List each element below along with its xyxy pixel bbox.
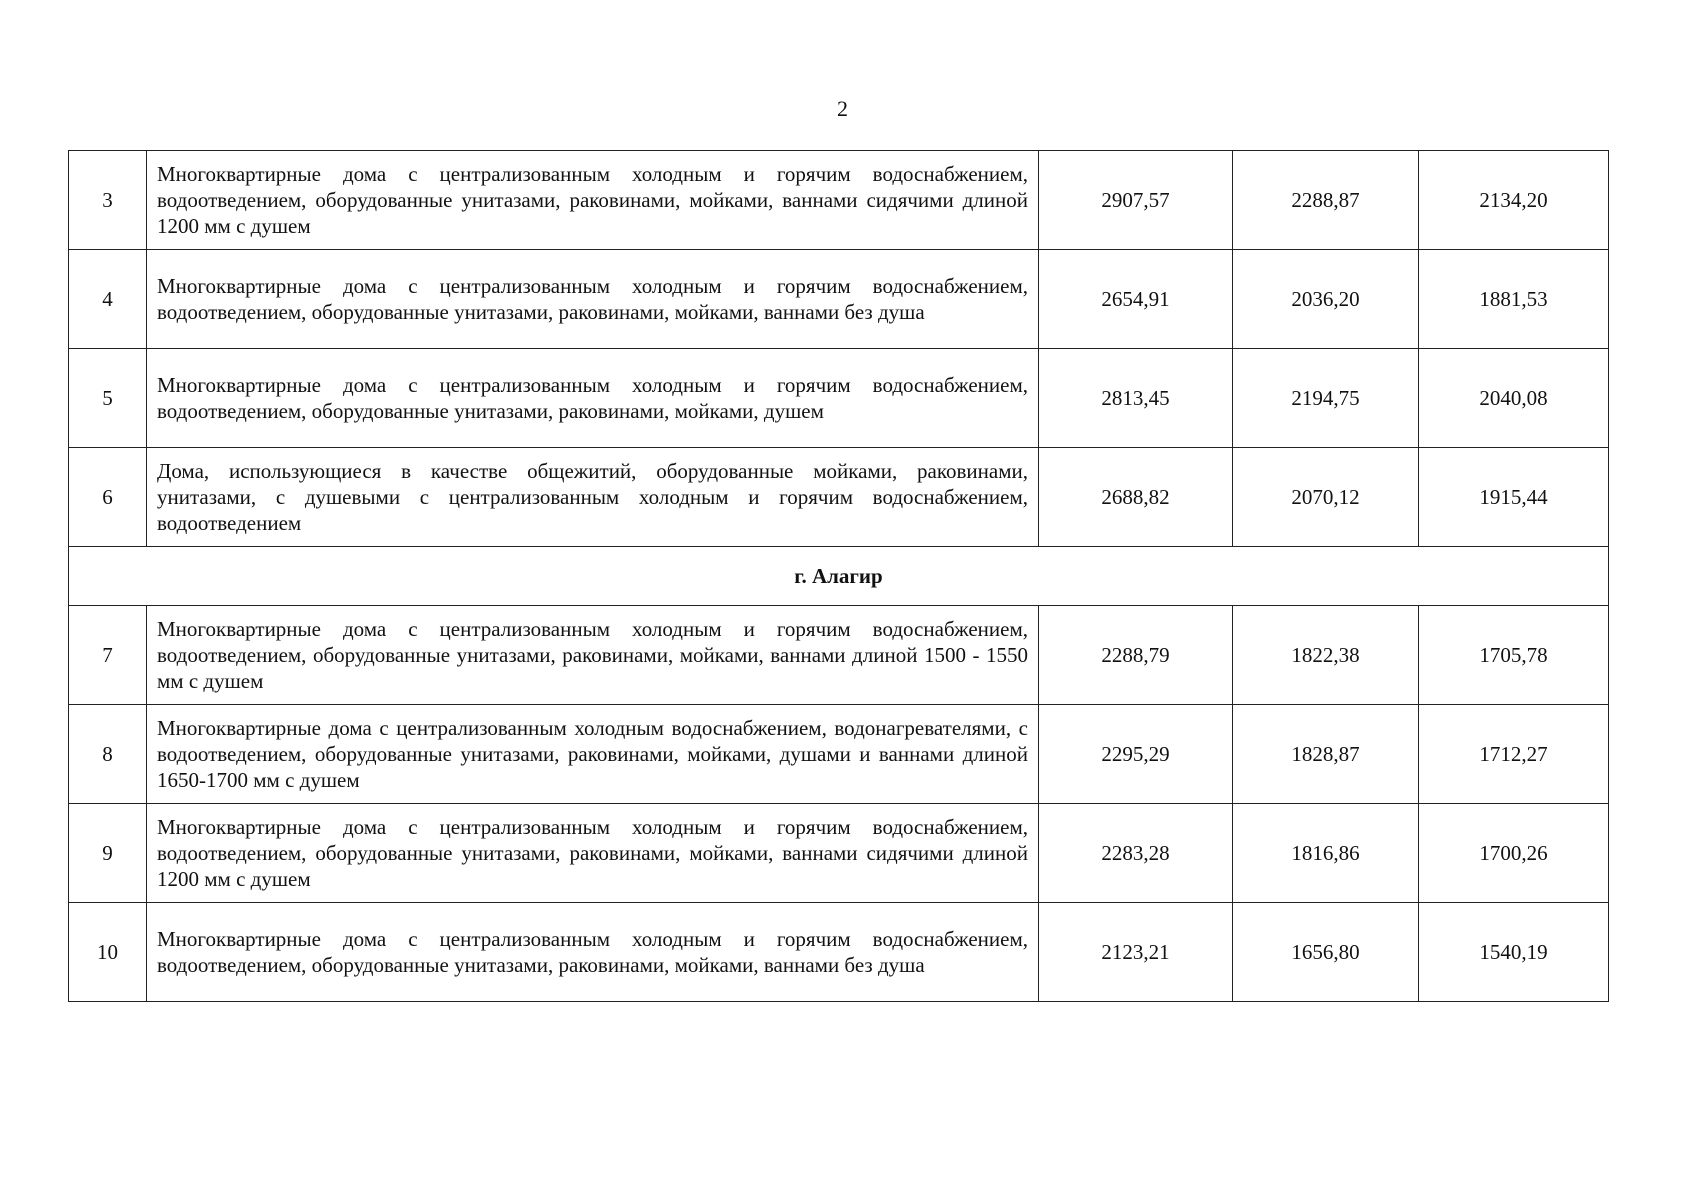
row-value-3: 1712,27 bbox=[1419, 705, 1609, 804]
table-row bbox=[69, 606, 1609, 705]
row-description: Многоквартирные дома с централизованным холодным и горячим водоснабжением, водоотведением, оборудованные унитазами, раковинами, мойками, ваннами сидячими длиной 1200 мм с душем bbox=[147, 804, 1039, 903]
row-value-2: 2288,87 bbox=[1233, 151, 1419, 250]
row-value-3: 1540,19 bbox=[1419, 903, 1609, 1002]
section-row bbox=[69, 547, 1609, 606]
table-row bbox=[69, 903, 1609, 1002]
row-value-2: 2194,75 bbox=[1233, 349, 1419, 448]
row-value-1: 2123,21 bbox=[1039, 903, 1233, 1002]
table-row bbox=[69, 250, 1609, 349]
table-row bbox=[69, 151, 1609, 250]
table-row bbox=[69, 349, 1609, 448]
row-value-1: 2283,28 bbox=[1039, 804, 1233, 903]
row-number: 4 bbox=[69, 250, 147, 349]
table-row bbox=[69, 448, 1609, 547]
row-value-1: 2907,57 bbox=[1039, 151, 1233, 250]
row-description: Многоквартирные дома с централизованным холодным и горячим водоснабжением, водоотведением, оборудованные унитазами, раковинами, мойками, душем bbox=[147, 349, 1039, 448]
row-number: 10 bbox=[69, 903, 147, 1002]
row-value-3: 2040,08 bbox=[1419, 349, 1609, 448]
row-value-3: 1915,44 bbox=[1419, 448, 1609, 547]
row-description: Многоквартирные дома с централизованным холодным и горячим водоснабжением, водоотведением, оборудованные унитазами, раковинами, мойками, ваннами без душа bbox=[147, 903, 1039, 1002]
row-number: 7 bbox=[69, 606, 147, 705]
row-value-2: 2070,12 bbox=[1233, 448, 1419, 547]
row-value-2: 1822,38 bbox=[1233, 606, 1419, 705]
row-description: Многоквартирные дома с централизованным холодным и горячим водоснабжением, водоотведением, оборудованные унитазами, раковинами, мойками, ваннами длиной 1500 - 1550 мм с душем bbox=[147, 606, 1039, 705]
page-number: 2 bbox=[837, 96, 848, 121]
row-value-2: 1816,86 bbox=[1233, 804, 1419, 903]
row-value-2: 1828,87 bbox=[1233, 705, 1419, 804]
row-description: Многоквартирные дома с централизованным холодным и горячим водоснабжением, водоотведением, оборудованные унитазами, раковинами, мойками, ваннами без душа bbox=[147, 250, 1039, 349]
row-description: Многоквартирные дома с централизованным холодным водоснабжением, водонагревателями, с водоотведением, оборудованные унитазами, раковинами, мойками, душами и ваннами длиной 1650-1700 мм с душем bbox=[147, 705, 1039, 804]
table-row bbox=[69, 804, 1609, 903]
row-value-3: 1700,26 bbox=[1419, 804, 1609, 903]
table-row bbox=[69, 705, 1609, 804]
row-value-3: 1881,53 bbox=[1419, 250, 1609, 349]
row-description: Дома, использующиеся в качестве общежитий, оборудованные мойками, раковинами, унитазами, с душевыми с централизованным холодным и горячим водоснабжением, водоотведением bbox=[147, 448, 1039, 547]
row-value-3: 1705,78 bbox=[1419, 606, 1609, 705]
row-number: 6 bbox=[69, 448, 147, 547]
row-value-3: 2134,20 bbox=[1419, 151, 1609, 250]
row-number: 8 bbox=[69, 705, 147, 804]
row-value-1: 2688,82 bbox=[1039, 448, 1233, 547]
row-description: Многоквартирные дома с централизованным холодным и горячим водоснабжением, водоотведением, оборудованные унитазами, раковинами, мойками, ваннами сидячими длиной 1200 мм с душем bbox=[147, 151, 1039, 250]
row-value-2: 1656,80 bbox=[1233, 903, 1419, 1002]
row-value-2: 2036,20 bbox=[1233, 250, 1419, 349]
section-heading: г. Алагир bbox=[69, 547, 1609, 606]
row-number: 3 bbox=[69, 151, 147, 250]
row-value-1: 2295,29 bbox=[1039, 705, 1233, 804]
tariff-table bbox=[68, 150, 1609, 1002]
row-number: 9 bbox=[69, 804, 147, 903]
row-value-1: 2654,91 bbox=[1039, 250, 1233, 349]
row-value-1: 2813,45 bbox=[1039, 349, 1233, 448]
row-number: 5 bbox=[69, 349, 147, 448]
row-value-1: 2288,79 bbox=[1039, 606, 1233, 705]
